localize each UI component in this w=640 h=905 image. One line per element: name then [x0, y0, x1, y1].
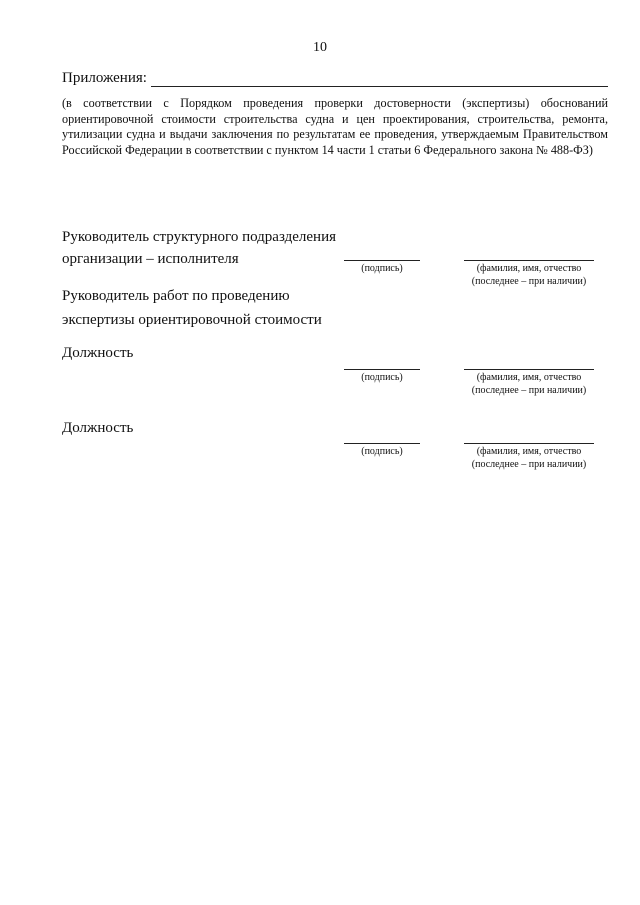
signature-block-1-role — [62, 226, 352, 270]
role-line-2: организации – исполнителя — [62, 251, 239, 267]
name-caption-4-line-2: (последнее – при наличии) — [471, 459, 587, 470]
role-line-2: экспертизы ориентировочной стоимости — [62, 312, 322, 328]
name-line-3 — [464, 369, 594, 370]
name-caption-3 — [452, 371, 606, 397]
appendix-fill-line — [151, 72, 608, 87]
name-caption-4-line-1: (фамилия, имя, отчество — [476, 446, 582, 457]
appendix-line — [62, 70, 608, 87]
signature-line-4 — [344, 443, 420, 444]
name-line-1 — [464, 260, 594, 261]
appendix-note: (в соответствии с Порядком проведения проверки достоверности (экспертизы) обоснований ориентировочной стоимости строительства судна и цен проектирования, строительства, ремонта, утилизации судна и выдачи заключения по результатам ее проведения, утверждаемым Правительством Российской Федерации в соответствии с пунктом 14 части 1 статьи 6 Федерального закона № 488-ФЗ) — [62, 96, 608, 157]
name-caption-1-line-2: (последнее – при наличии) — [471, 276, 587, 287]
role-line-1: Руководитель структурного подразделения — [62, 229, 336, 245]
name-caption-4 — [452, 445, 606, 471]
name-line-4 — [464, 443, 594, 444]
page-number: 10 — [313, 40, 327, 55]
signature-line-3 — [344, 369, 420, 370]
signature-block-3-role: Должность — [62, 345, 134, 361]
signature-block-4-role: Должность — [62, 420, 134, 436]
role-line-1: Руководитель работ по проведению — [62, 288, 290, 304]
name-caption-3-line-2: (последнее – при наличии) — [471, 385, 587, 396]
name-caption-1 — [452, 262, 606, 288]
signature-caption-3: (подпись) — [361, 372, 403, 383]
name-caption-3-line-1: (фамилия, имя, отчество — [476, 372, 582, 383]
signature-caption-1: (подпись) — [361, 263, 403, 274]
signature-caption-4: (подпись) — [361, 446, 403, 457]
signature-line-1 — [344, 260, 420, 261]
appendix-label: Приложения: — [62, 70, 147, 86]
name-caption-1-line-1: (фамилия, имя, отчество — [476, 263, 582, 274]
signature-block-2-role — [62, 284, 362, 332]
